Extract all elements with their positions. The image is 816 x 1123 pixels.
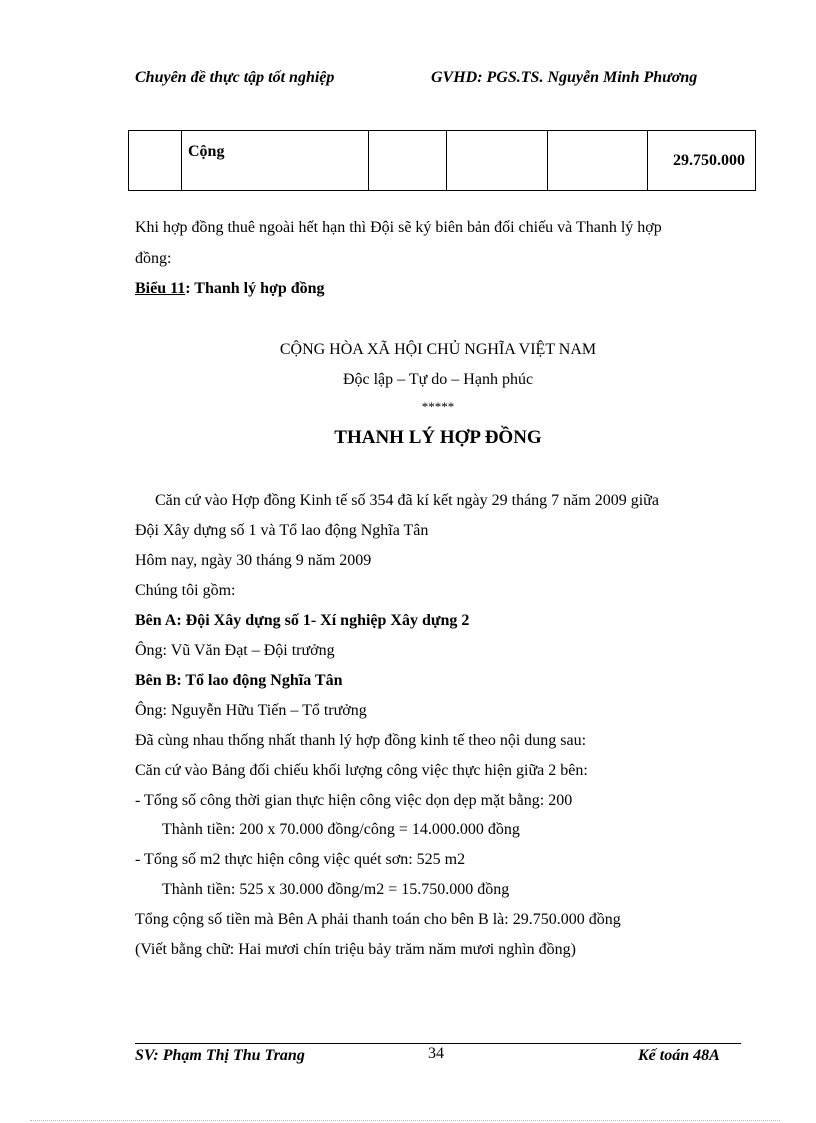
body-line: Căn cứ vào Hợp đồng Kinh tế số 354 đã kí kết ngày 29 tháng 7 năm 2009 giữa [155, 492, 659, 509]
body-line: - Tổng số công thời gian thực hiện công việc dọn dẹp mặt bằng: 200 [135, 792, 573, 809]
national-slogan: Độc lập – Tự do – Hạnh phúc [342, 371, 534, 388]
table-cell [129, 131, 182, 191]
stars-divider: ***** [421, 399, 455, 414]
header-right: GVHD: PGS.TS. Nguyễn Minh Phương [431, 69, 698, 86]
table-cell [447, 131, 548, 191]
page-number: 34 [428, 1045, 444, 1062]
table-cell [369, 131, 447, 191]
intro-line-1: Khi hợp đồng thuê ngoài hết hạn thì Đội sẽ ký biên bản đối chiếu và Thanh lý hợp [135, 219, 662, 236]
total-amount: 29.750.000 [648, 131, 756, 191]
document-title: THANH LÝ HỢP ĐỒNG [334, 427, 542, 448]
footer-student: SV: Phạm Thị Thu Trang [135, 1047, 305, 1064]
party-b: Bên B: Tổ lao động Nghĩa Tân [135, 672, 343, 689]
total-label: Cộng [182, 131, 369, 191]
body-line: Ông: Nguyễn Hữu Tiến – Tổ trưởng [135, 702, 367, 719]
party-a: Bên A: Đội Xây dựng số 1- Xí nghiệp Xây dựng 2 [135, 612, 470, 629]
footer-class: Kế toán 48A [638, 1047, 720, 1064]
body-line: Căn cứ vào Bảng đối chiếu khối lượng công việc thực hiện giữa 2 bên: [135, 762, 588, 779]
intro-line-2: đồng: [135, 250, 172, 267]
body-line: Thành tiền: 200 x 70.000 đồng/công = 14.000.000 đồng [162, 821, 520, 838]
table-row [129, 131, 756, 191]
footer-rule [135, 1043, 741, 1044]
body-line: Tổng cộng số tiền mà Bên A phải thanh toán cho bên B là: 29.750.000 đồng [135, 911, 621, 928]
form-label [135, 280, 325, 298]
table-cell [548, 131, 648, 191]
form-code: Biểu 11 [135, 280, 186, 297]
body-line: (Viết bằng chữ: Hai mươi chín triệu bảy trăm năm mươi nghìn đồng) [135, 941, 576, 958]
body-line: Đã cùng nhau thống nhất thanh lý hợp đồng kinh tế theo nội dung sau: [135, 732, 587, 749]
page-edge [30, 1120, 780, 1121]
body-line: Thành tiền: 525 x 30.000 đồng/m2 = 15.750.000 đồng [162, 881, 510, 898]
form-title: : Thanh lý hợp đồng [185, 280, 325, 297]
body-line: Hôm nay, ngày 30 tháng 9 năm 2009 [135, 552, 372, 569]
body-line: Ông: Vũ Văn Đạt – Đội trưởng [135, 642, 335, 659]
body-line: Chúng tôi gồm: [135, 582, 236, 599]
body-line: Đội Xây dựng số 1 và Tổ lao động Nghĩa Tân [135, 522, 429, 539]
national-motto: CỘNG HÒA XÃ HỘI CHỦ NGHĨA VIỆT NAM [279, 341, 597, 358]
body-line: - Tổng số m2 thực hiện công việc quét sơn: 525 m2 [135, 851, 466, 868]
total-table [128, 130, 756, 191]
header-left: Chuyên đề thực tập tốt nghiệp [135, 69, 335, 86]
